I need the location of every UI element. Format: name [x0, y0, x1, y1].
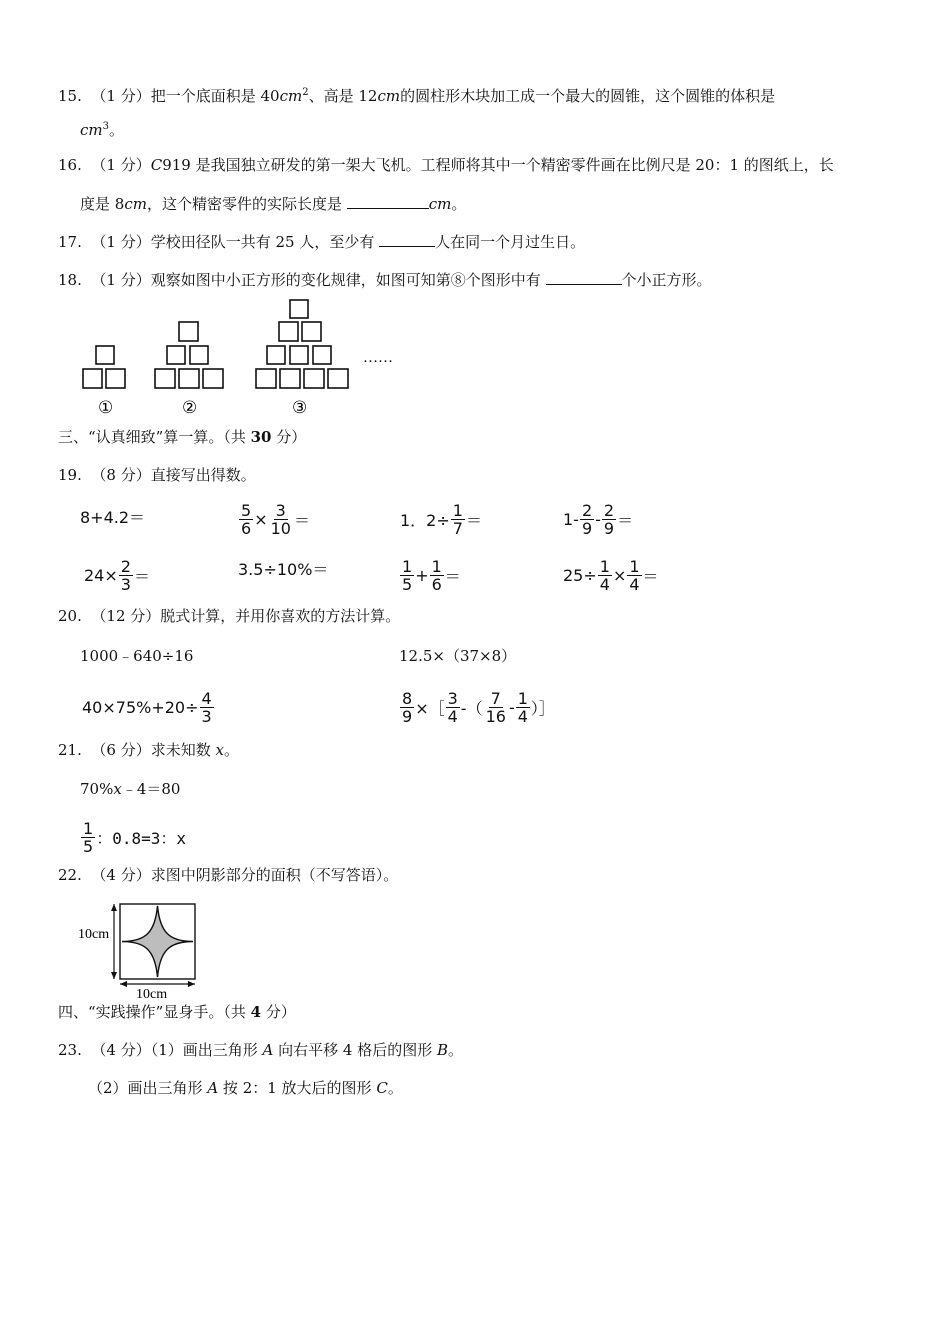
section-3-heading: 三、“认真细致”算一算。（共 30 分）	[58, 428, 307, 446]
bottom-length-label: 10cm	[136, 987, 168, 1002]
shaded-star-region	[122, 906, 193, 977]
continuation-dots: ……	[363, 350, 393, 366]
q21-equation-2: $\frac{1}{5}$ ：0.8=3：x	[83, 819, 186, 856]
question-19: 19. （8 分）直接写出得数。	[58, 466, 256, 484]
q19-expr-8: 25÷ $\frac{1}{4}$ × $\frac{1}{4}$ ＝	[563, 557, 659, 594]
question-15: 15. （1 分）把一个底面积是 $40cm^2$、高是 12cm的圆柱形木块加工成一个最大的圆锥，这个圆锥的体积是	[58, 87, 776, 105]
q19-expr-1: 8+4.2＝	[80, 508, 146, 527]
figure2-square	[155, 369, 175, 388]
question-20: 20. （12 分）脱式计算，并用你喜欢的方法计算。	[58, 607, 401, 625]
side-length-label: 10cm	[78, 927, 110, 942]
figure3-square	[267, 346, 285, 364]
section-4-heading: 四、“实践操作”显身手。（共 4 分）	[58, 1003, 296, 1021]
figure1-square	[83, 369, 102, 388]
figure1-square	[96, 346, 114, 364]
question-17: 17. （1 分）学校田径队一共有 25 人，至少有 人在同一个月过生日。	[58, 230, 585, 253]
q19-expr-5: 24× $\frac{2}{3}$ ＝	[84, 557, 150, 594]
q20-expr-3: 40×75%+20÷ $\frac{4}{3}$	[82, 689, 212, 726]
question-22: 22. （4 分）求图中阴影部分的面积（不写答语）。	[58, 866, 399, 884]
q19-expr-3: 1．2÷ $\frac{1}{7}$ ＝	[400, 501, 482, 538]
figure-label-3: ③	[292, 398, 308, 417]
question-16-line2: 度是 8cm，这个精密零件的实际长度是 cm。	[80, 192, 466, 215]
figure-label-1: ①	[98, 398, 114, 417]
question-18: 18. （1 分）观察如图中小正方形的变化规律，如图可知第⑧个图形中有 个小正方形。	[58, 268, 712, 291]
q21-equation-1: 70%x﹣4＝80	[80, 780, 181, 798]
figure2-square	[190, 346, 208, 364]
figure2-square	[203, 369, 223, 388]
q19-expr-7: $\frac{1}{5}$ + $\frac{1}{6}$ ＝	[402, 557, 461, 594]
q20-expr-4: $\frac{8}{9}$ ×［ $\frac{3}{4}$ -（ $\frac{7}{16}$ - $\frac{1}{4}$ ）］	[402, 689, 555, 726]
q19-expr-4: 1- $\frac{2}{9}$ - $\frac{2}{9}$ ＝	[563, 501, 634, 538]
figure3-square	[256, 369, 276, 388]
question-15-line2: $cm^3$。	[80, 121, 125, 139]
square-pattern-figure	[0, 0, 950, 430]
figure3-square	[328, 369, 348, 388]
figure-label-2: ②	[182, 398, 198, 417]
shaded-area-figure	[70, 896, 210, 1004]
q19-expr-2: $\frac{5}{6}$ × $\frac{3}{10}$ ＝	[241, 501, 310, 538]
figure1-square	[106, 369, 125, 388]
figure3-square	[290, 300, 308, 318]
figure3-square	[304, 369, 324, 388]
figure2-square	[167, 346, 185, 364]
figure3-square	[280, 369, 300, 388]
figure3-square	[279, 322, 298, 341]
figure3-square	[302, 322, 321, 341]
q19-expr-6: 3.5÷10%＝	[238, 560, 329, 579]
figure2-square	[179, 369, 199, 388]
figure3-square	[290, 346, 308, 364]
q20-expr-2: 12.5×（37×8）	[399, 647, 517, 665]
question-23-part2: （2）画出三角形 A 按 2：1 放大后的图形 C。	[88, 1079, 403, 1097]
q20-expr-1: 1000﹣640÷16	[80, 647, 194, 665]
figure3-square	[313, 346, 331, 364]
question-16: 16. （1 分）C919 是我国独立研发的第一架大飞机。工程师将其中一个精密零件画在比例尺是 20：1 的图纸上，长	[58, 156, 834, 174]
figure2-square	[179, 322, 198, 341]
question-23: 23. （4 分）（1）画出三角形 A 向右平移 4 格后的图形 B。	[58, 1041, 464, 1059]
question-21: 21. （6 分）求未知数 x。	[58, 741, 239, 759]
